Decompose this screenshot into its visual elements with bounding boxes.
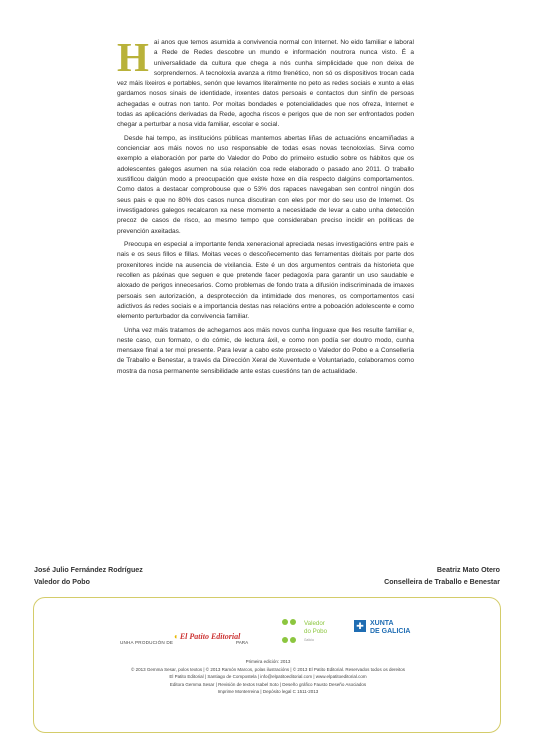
credit-line: © 2013 Gemma Sesar, polos textos | © 2013 Ramón Marcos, polas ilustracións | © 2013 El Patito Editorial. Reservados todos os dereitos bbox=[131, 666, 405, 672]
credit-line: Primeira edición: 2013 bbox=[245, 659, 291, 664]
signer-title: Valedor do Pobo bbox=[34, 578, 90, 586]
signer-name: José Julio Fernández Rodríguez bbox=[34, 566, 143, 574]
xunta-logo bbox=[354, 620, 434, 644]
credits-box bbox=[33, 597, 501, 733]
valedor-line1: Valedor bbox=[304, 620, 325, 627]
production-label: UNHA PRODUCIÓN DE bbox=[120, 640, 174, 645]
paragraph bbox=[117, 34, 414, 131]
duck-icon: ◐ bbox=[174, 632, 179, 641]
signature-left bbox=[34, 564, 143, 588]
paragraph: Desde hai tempo, as institucións públicas mantemos abertas liñas de actuacións encamiñadas a concienciar aos máis novos no uso responsable de todas esas novas tecnoloxías. Sirva como exemplo a elaboración por parte do Valedor do Pobo do primeiro estudio sobre os hábitos que os adolescentes galegos asumen na súa relación coa rede elaborado o pasado ano 2011. O traballo xustificou dalgún modo a preocupación que existe hoxe en día respecto dalgúns comportamentos. Como datos a destacar comprobouse que o 53% dos rapaces navegaban sen control ningún dos seus pais e que no 80% dos casos nunca discutiran con eles por mor do seu uso de Internet. Os investigadores galegos recalcaron xa nese momento a necesidade de levar a cabo unha detección precoz de casos de risco, ao mesmo tempo que consideraban preciso incidir en políticas de prevención axeitadas. bbox=[117, 134, 414, 235]
signature-right bbox=[384, 564, 500, 588]
xunta-emblem-icon: ✚ bbox=[354, 620, 366, 632]
paragraph-text: ai anos que temos asumida a convivencia normal con Internet. No eido familiar e laboral a Rede de Redes descobre un mundo e información noutrora nunca visto. É a universalidade da cultura que chega a nós cunha simplicidade que non deixa de sorprendernos. A tecnoloxía avanza a ritmo frenético, non só os dispositivos trocan cada vez máis lixeiros e portables, senón que levamos literalmente no peto as redes sociais e xunto a elas gardamos nosos sinais de identidade, inxentes datos persoais e contactos dun sinfín de persoas achegadas e outras non tanto. Por moitas bondades e potencialidades que nos ofreza, Internet e todas as aplicacións derivadas da Rede, agocha riscos e perigos que de non ser enfrontados poden chegar a perturbar a nosa vida familiar, escolar e social. bbox=[117, 39, 414, 129]
valedor-sub: Galicia bbox=[304, 638, 314, 642]
signer-name: Beatriz Mato Otero bbox=[436, 566, 500, 574]
credit-line: El Patito Editorial | Santiago de Compostela | info@elpatitoeditorial.com | www.elpatitoeditorial.com bbox=[169, 674, 367, 680]
credit-line: Imprime Monterreina | Depósito legal C 1511-2013 bbox=[217, 689, 319, 695]
valedor-logo bbox=[282, 612, 348, 652]
patito-logo: ◐El Patito Editorial bbox=[174, 632, 241, 641]
xunta-line1: XUNTA bbox=[370, 620, 394, 627]
xunta-line2: DE GALICIA bbox=[370, 627, 411, 635]
paragraph: Preocupa en especial a importante fenda xeneracional apreciada nesas investigacións entre pais e nais e os seus fillos e fillas. Moitas veces o descoñecemento das ferramentas dixitais por parte dos proxenitores incide na ausencia de vixilancia. Este é un dos argumentos centrais da historieta que recollen as páxinas que seguen e que pretende facer pedagoxía para garantir un uso saudable e aloxado de perigos innecesarios. Como problemas de fondo trata a difusión indiscriminada de imaxes persoais sen autorización, a desprotección da intimidade dos menores, os comportamentos casi adictivos ás redes sociais e a importancia destas nas relacións entre a poboación adolescente e como elemento perturbador da convivencia familiar. bbox=[117, 241, 414, 321]
valedor-line2: do Pobo bbox=[304, 628, 328, 635]
para-label: PARA bbox=[236, 640, 249, 645]
drop-cap: H bbox=[117, 34, 149, 80]
dots-icon bbox=[282, 612, 297, 648]
body-text bbox=[117, 34, 414, 380]
paragraph: Unha vez máis tratamos de achegarnos aos máis novos cunha linguaxe que lles resulte familiar e, neste caso, cun formato, o do cómic, de lectura áxil, e como non podía ser doutro modo, cunha mensaxe final a ter moi presente. Para levar a cabo este proxecto o Valedor do Pobo e a Consellería de Traballo e Benestar, a través da Dirección Xeral de Xuventude e Voluntariado, colaboramos como mostra da nosa permanente sensibilidade ante estas cuestións tan de actualidade. bbox=[117, 326, 414, 375]
signer-title: Conselleira de Traballo e Benestar bbox=[384, 578, 500, 586]
credit-line: Editora Gemma Sesar | Revisión de textos Isabel Soto | Deseño gráfico Fausto Deseño Asociados bbox=[169, 681, 367, 687]
credits bbox=[34, 658, 502, 696]
logo-row bbox=[34, 610, 502, 654]
